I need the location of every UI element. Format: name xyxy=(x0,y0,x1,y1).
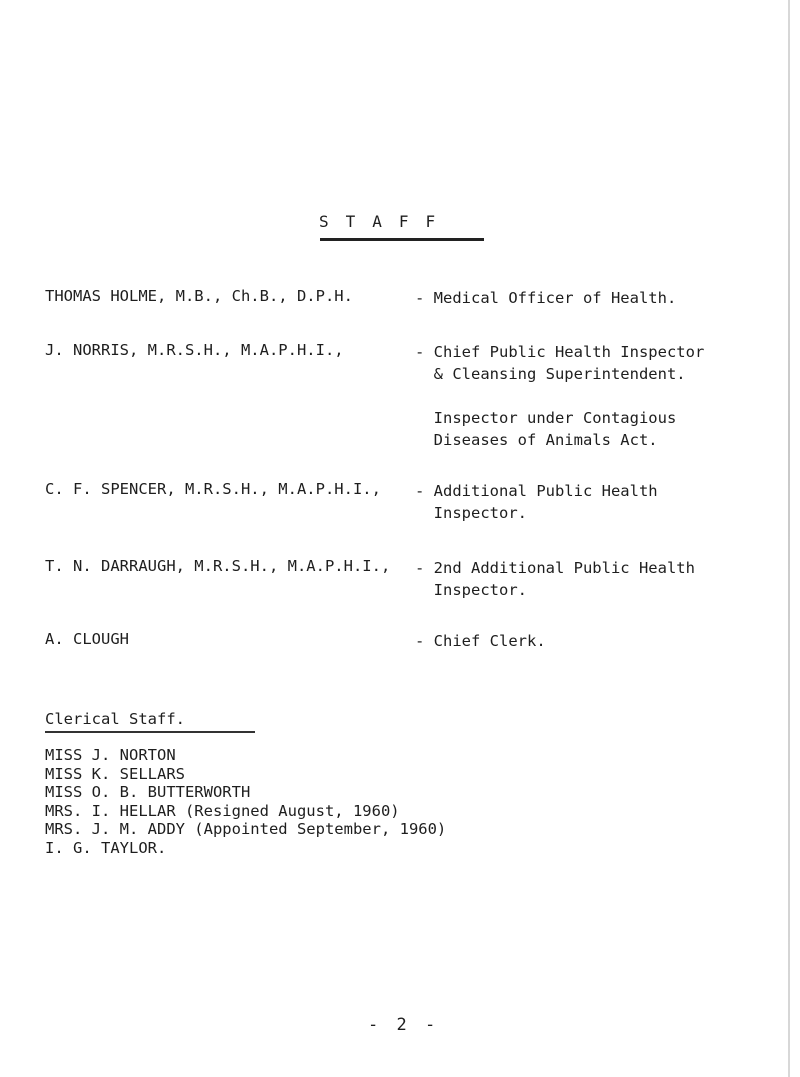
title-underline xyxy=(320,238,484,241)
staff-name: C. F. SPENCER, M.R.S.H., M.A.P.H.I., xyxy=(45,480,381,498)
page-number: - 2 - xyxy=(368,1015,440,1035)
role-line: Inspector. xyxy=(415,504,527,522)
role-line: - 2nd Additional Public Health xyxy=(415,559,695,577)
page-title: STAFF xyxy=(319,212,453,231)
staff-role xyxy=(415,557,765,601)
list-item: I. G. TAYLOR. xyxy=(45,838,167,857)
role-line: - Chief Clerk. xyxy=(415,632,546,650)
list-item: MRS. J. M. ADDY (Appointed September, 1960) xyxy=(45,820,447,838)
role-note-line: Inspector under Contagious xyxy=(415,409,677,427)
list-item: MISS O. B. BUTTERWORTH xyxy=(45,783,251,801)
clerical-heading-underline xyxy=(45,731,255,733)
role-line: - Additional Public Health xyxy=(415,482,658,500)
list-item: MISS J. NORTON xyxy=(45,746,176,764)
clerical-staff-heading: Clerical Staff. xyxy=(45,710,185,728)
role-line: - Chief Public Health Inspector xyxy=(415,343,705,361)
staff-name: T. N. DARRAUGH, M.R.S.H., M.A.P.H.I., xyxy=(45,557,391,575)
staff-role xyxy=(415,480,765,524)
list-item: MISS K. SELLARS xyxy=(45,764,185,783)
staff-role xyxy=(415,630,765,652)
staff-name: A. CLOUGH xyxy=(45,630,129,648)
staff-role xyxy=(415,341,765,451)
staff-role xyxy=(415,287,765,309)
role-line: Inspector. xyxy=(415,581,527,599)
role-line: - Medical Officer of Health. xyxy=(415,289,677,307)
staff-name: THOMAS HOLME, M.B., Ch.B., D.P.H. xyxy=(45,287,353,305)
list-item: MRS. I. HELLAR (Resigned August, 1960) xyxy=(45,801,400,820)
role-line: & Cleansing Superintendent. xyxy=(415,365,686,383)
page-edge-shadow xyxy=(788,0,790,1077)
clerical-staff-list xyxy=(45,746,446,857)
staff-name: J. NORRIS, M.R.S.H., M.A.P.H.I., xyxy=(45,341,344,359)
role-note-line: Diseases of Animals Act. xyxy=(415,431,658,449)
